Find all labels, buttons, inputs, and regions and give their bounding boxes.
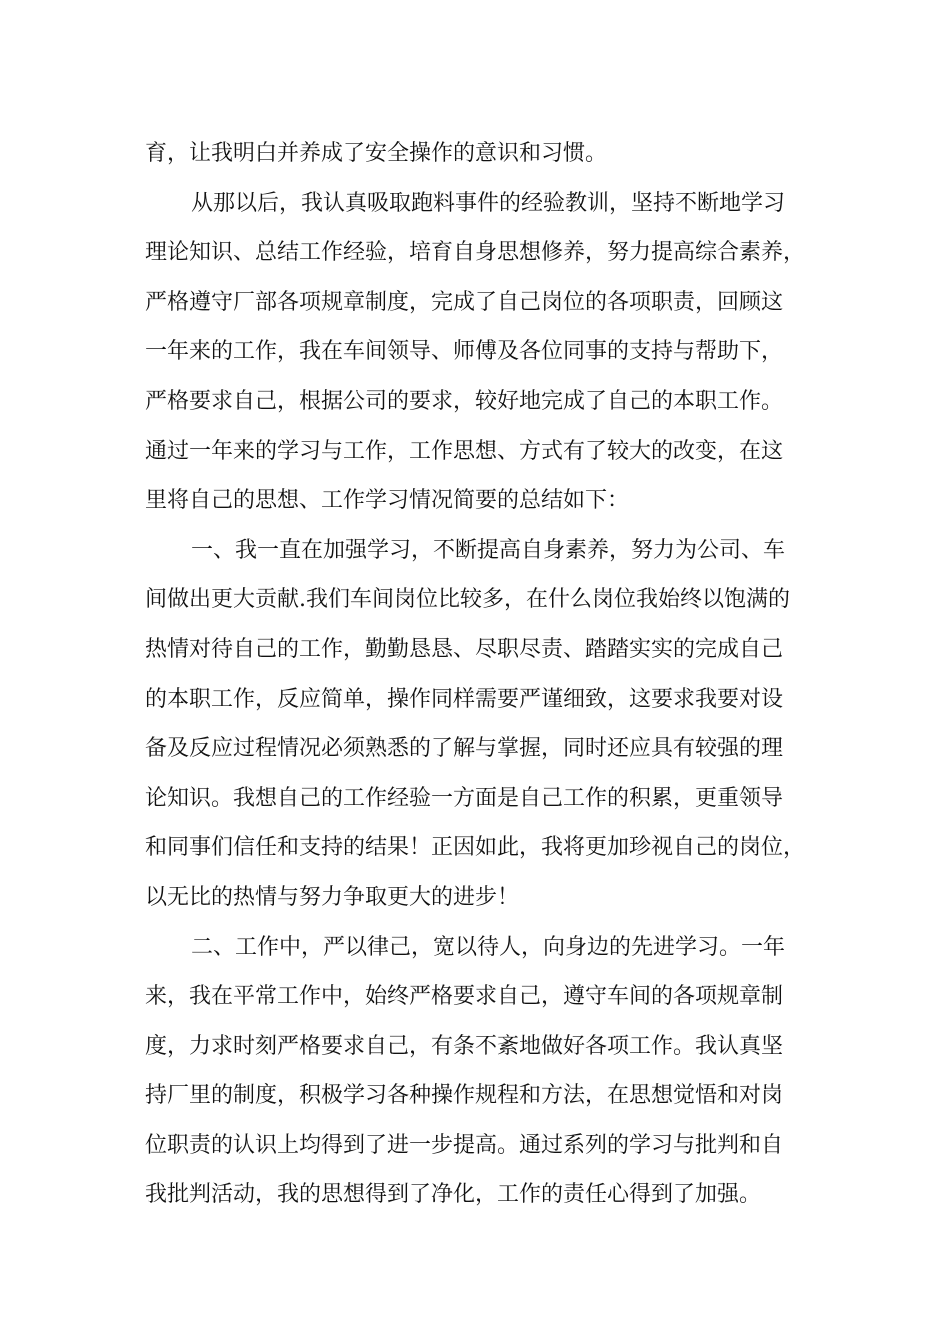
text-line: 位职责的认识上均得到了进一步提高。通过系列的学习与批判和自	[145, 1132, 784, 1158]
text-line: 我批判活动，我的思想得到了净化，工作的责任心得到了加强。	[145, 1182, 762, 1208]
text-line: 理论知识、总结工作经验，培育自身思想修养，努力提高综合素养，	[145, 240, 806, 266]
text-line: 一年来的工作，我在车间领导、师傅及各位同事的支持与帮助下，	[145, 339, 784, 365]
text-line: 里将自己的思想、工作学习情况简要的总结如下：	[145, 488, 630, 514]
text-line: 度，力求时刻严格要求自己，有条不紊地做好各项工作。我认真坚	[145, 1033, 784, 1059]
text-line: 持厂里的制度，积极学习各种操作规程和方法，在思想觉悟和对岗	[145, 1083, 784, 1109]
text-line: 和同事们信任和支持的结果！正因如此，我将更加珍视自己的岗位，	[145, 835, 806, 861]
text-line: 从那以后，我认真吸取跑料事件的经验教训，坚持不断地学习	[191, 190, 786, 216]
text-line: 二、工作中，严以律己，宽以待人，向身边的先进学习。一年	[191, 934, 786, 960]
text-line: 备及反应过程情况必须熟悉的了解与掌握，同时还应具有较强的理	[145, 736, 784, 762]
text-line: 论知识。我想自己的工作经验一方面是自己工作的积累，更重领导	[145, 785, 784, 811]
text-line: 以无比的热情与努力争取更大的进步！	[145, 884, 520, 910]
text-line: 热情对待自己的工作，勤勤恳恳、尽职尽责、踏踏实实的完成自己	[145, 636, 784, 662]
text-line: 严格要求自己，根据公司的要求，较好地完成了自己的本职工作。	[145, 388, 784, 414]
text-line: 一、我一直在加强学习，不断提高自身素养，努力为公司、车	[191, 537, 786, 563]
text-line: 来，我在平常工作中，始终严格要求自己，遵守车间的各项规章制	[145, 984, 784, 1010]
text-line: 严格遵守厂部各项规章制度，完成了自己岗位的各项职责，回顾这	[145, 289, 784, 315]
text-line: 的本职工作，反应简单，操作同样需要严谨细致，这要求我要对设	[145, 686, 784, 712]
text-line: 通过一年来的学习与工作，工作思想、方式有了较大的改变，在这	[145, 438, 784, 464]
text-line: 间做出更大贡献.我们车间岗位比较多，在什么岗位我始终以饱满的	[145, 587, 790, 613]
text-line: 育，让我明白并养成了安全操作的意识和习惯。	[145, 141, 608, 166]
body-text	[145, 129, 825, 1220]
